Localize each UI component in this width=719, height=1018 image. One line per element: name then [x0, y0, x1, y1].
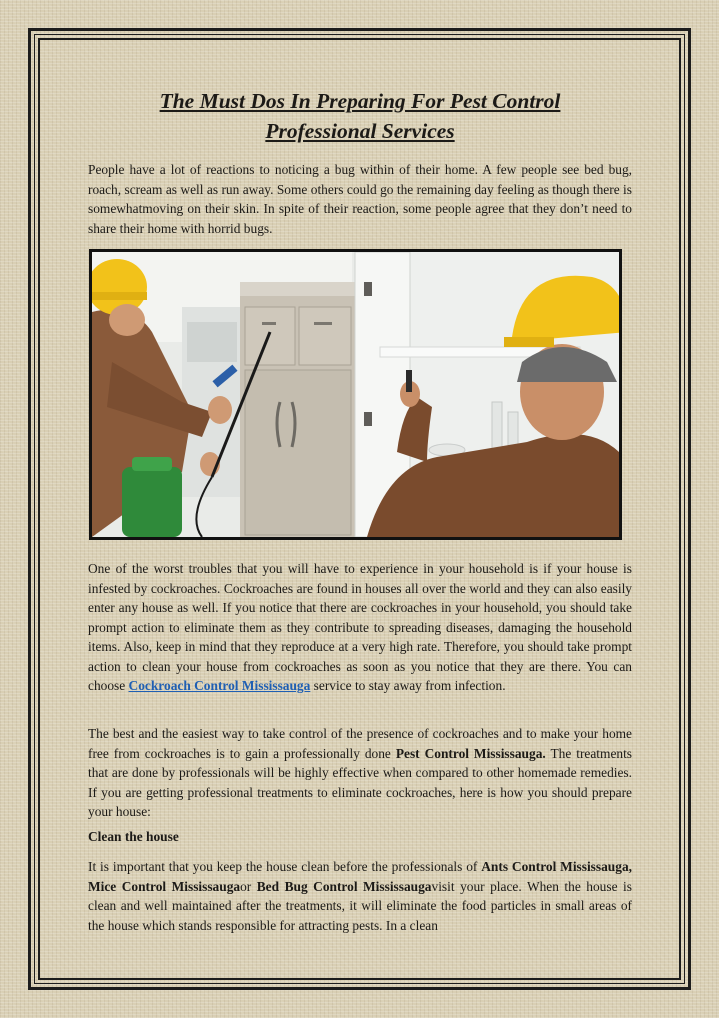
clean-house-paragraph — [88, 857, 632, 937]
clean-house-paragraph-start: It is important that you keep the house clean before the professionals of — [88, 859, 482, 874]
pest-control-paragraph-end: The treatments that are done by professionals will be highly effective when compared to other homemade remedies. If you are getting professional treatments to eliminate cockroaches, here is how you should prepare your house: — [88, 745, 633, 819]
intro-paragraph: People have a lot of reactions to noticing a bug within of their home. A few people see bed bug, roach, scream as well as run away. Some others could go the remaining day feeling as though there is somewhatmoving on their skin. In spite of their reaction, some people agree that they don’t need to share their home with horrid bugs. — [88, 162, 632, 236]
title-line-2: Professional Services — [265, 119, 455, 143]
clean-house-heading: Clean the house — [88, 829, 179, 844]
clean-house-or: or — [240, 878, 257, 894]
ants-mice-control-bold: Ants Control Mississauga, Mice Control Mississauga — [88, 859, 632, 894]
pest-control-workers-photo — [89, 249, 622, 540]
pest-control-bold: Pest Control Mississauga. — [395, 745, 546, 761]
bed-bug-control-bold: Bed Bug Control Mississauga — [256, 878, 432, 894]
cockroach-paragraph-end: service to stay away from infection. — [310, 678, 506, 693]
clean-house-paragraph-end: visit your place. When the house is clean and well maintained after the treatments, it will eliminate the food particles in small areas of the house which stands responsible for attracting pests. In a clean — [88, 878, 632, 933]
title-line-1: The Must Dos In Preparing For Pest Control — [159, 89, 561, 113]
pest-control-paragraph-text: The best and the easiest way to take control of the presence of cockroaches and to make your home free from cockroaches is to gain a professionally done — [88, 726, 632, 761]
cockroach-control-link[interactable]: Cockroach Control Mississauga — [128, 678, 311, 693]
pest-control-paragraph — [88, 724, 632, 822]
cockroach-paragraph-text: One of the worst troubles that you will have to experience in your household is if your house is infested by cockroaches. Cockroaches are found in houses all over the world and they can also easily enter any house as well. If you notice that there are cockroaches in your household, you should take prompt action to eliminate them as they contribute to spreading diseases, damaging the household items. Also, keep in mind that they reproduce at a very high rate. Therefore, you should take prompt action to clean your house from cockroaches as soon as you notice that they are there. You can choose — [88, 561, 632, 693]
page-title — [88, 86, 632, 146]
cockroach-paragraph — [88, 559, 632, 696]
